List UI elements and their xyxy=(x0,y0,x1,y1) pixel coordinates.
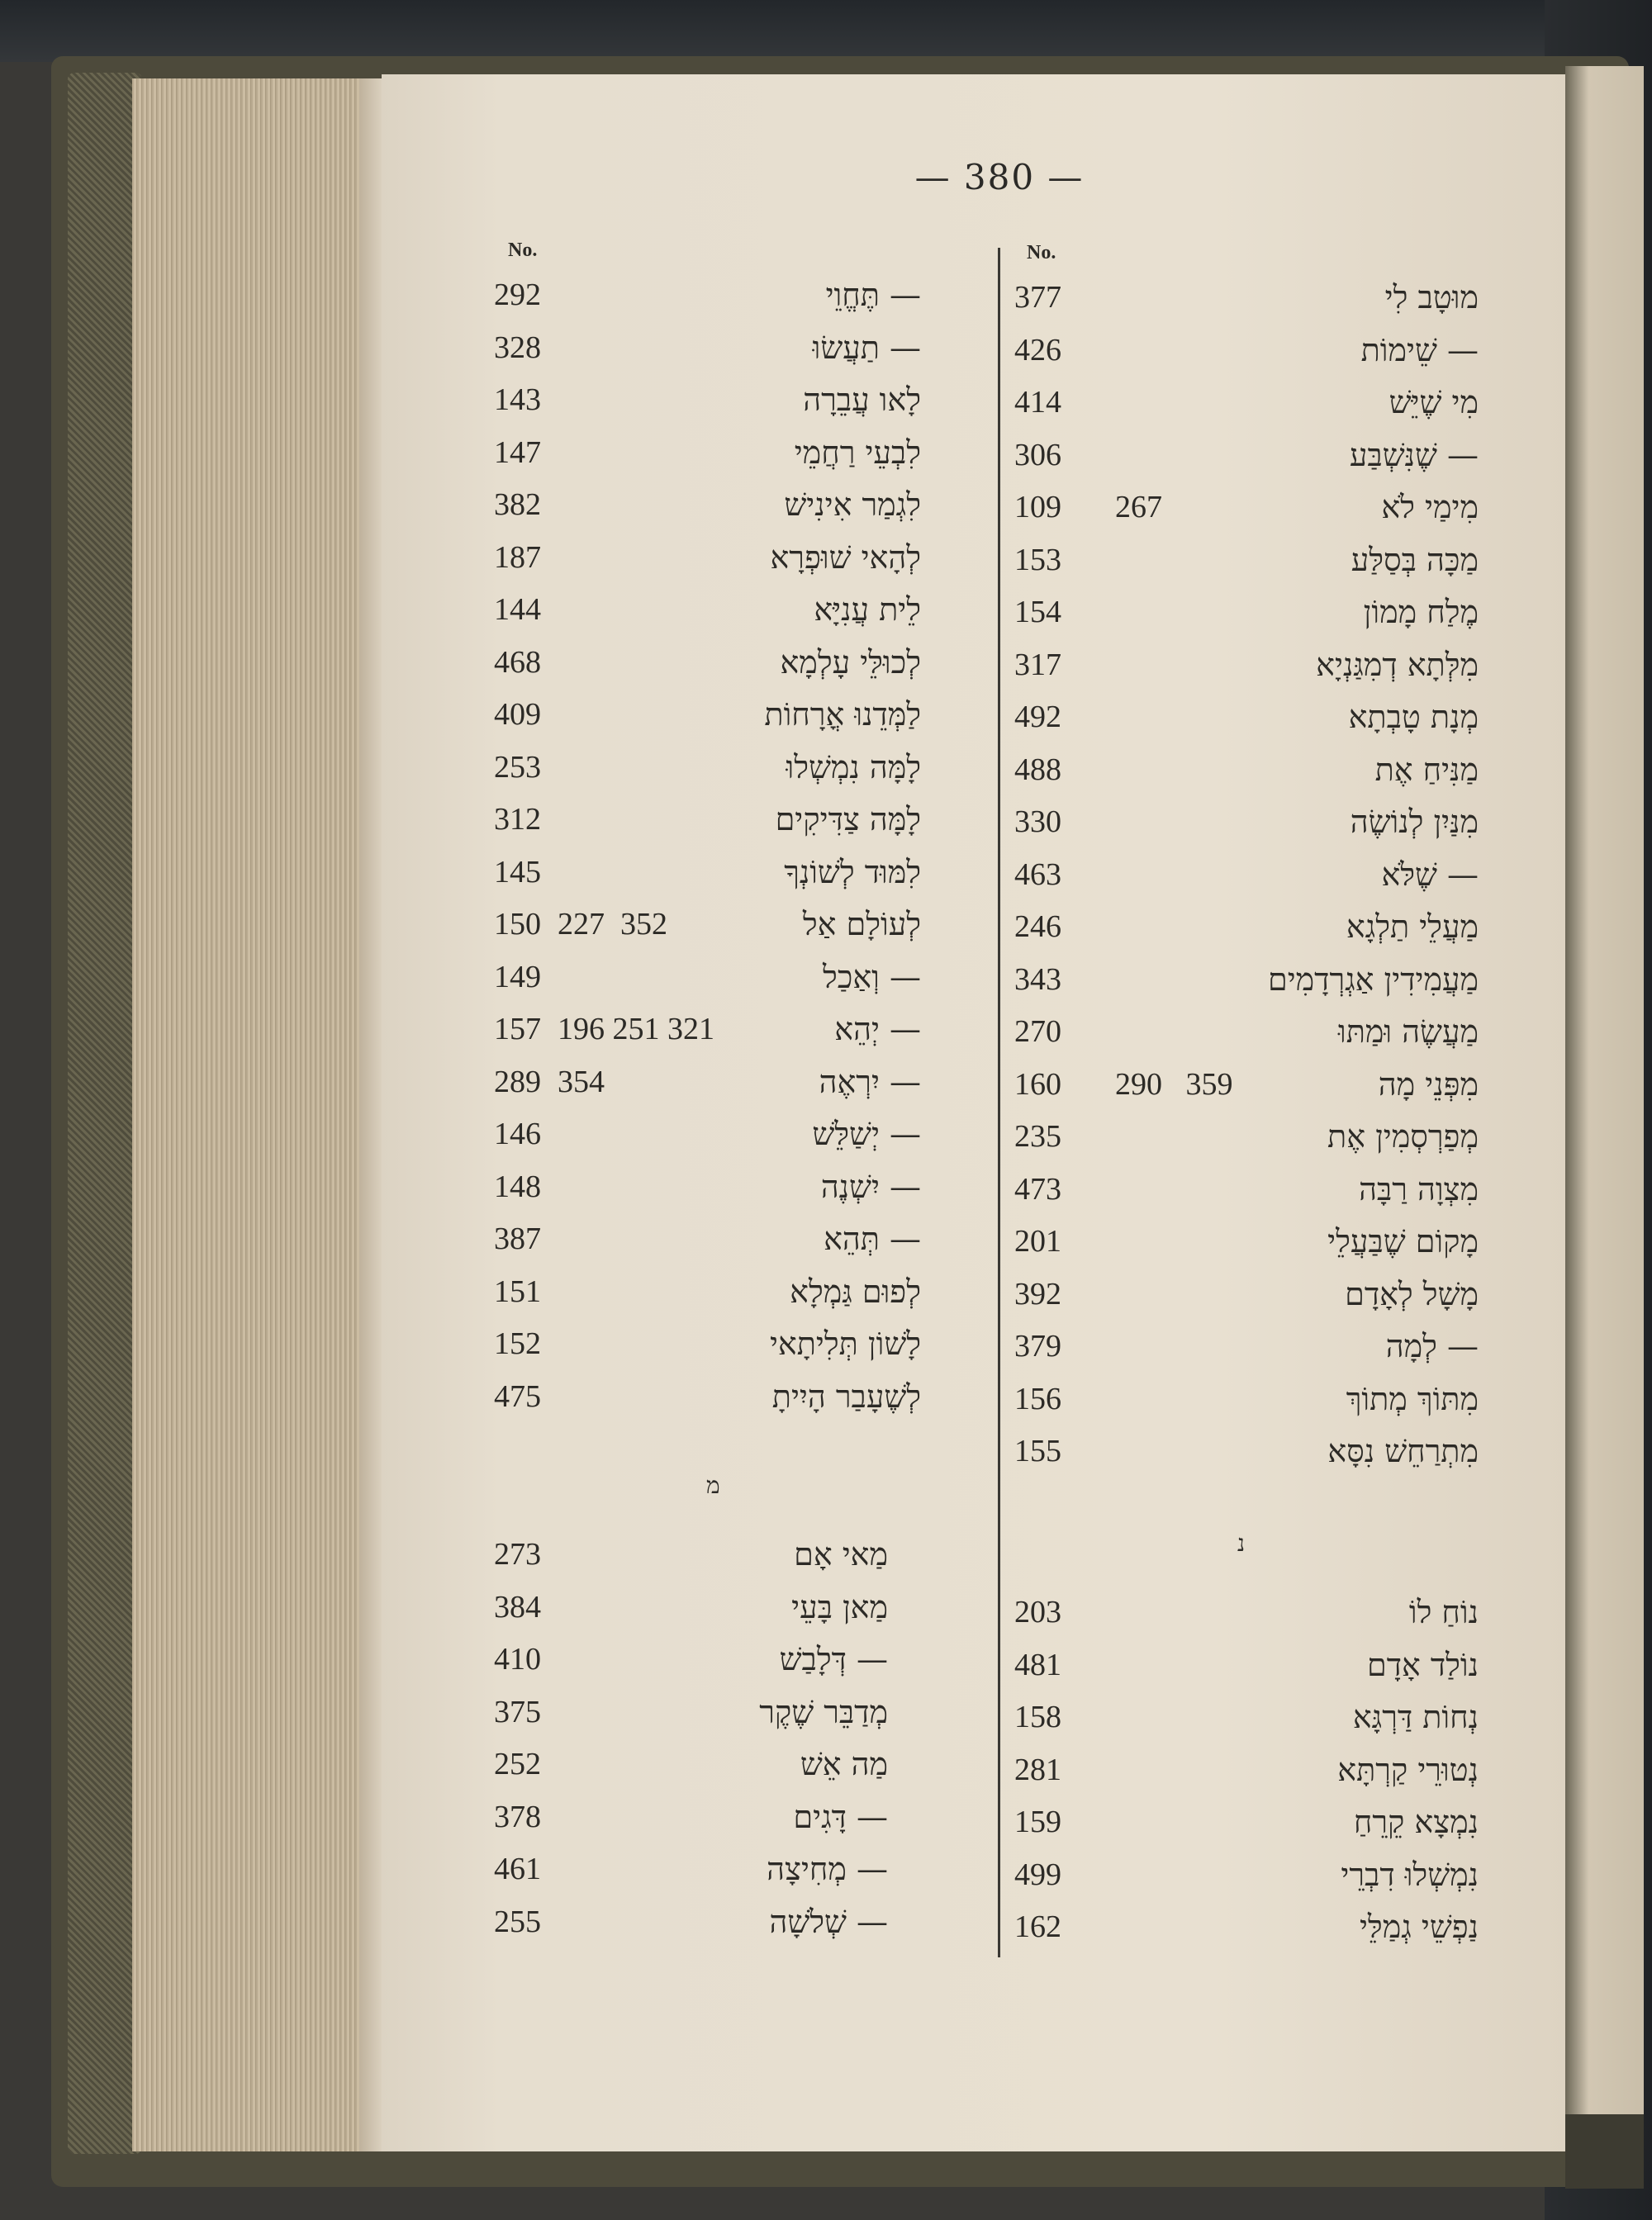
entry-hebrew-text: נְחוֹת דַּרְגָּא xyxy=(1352,1699,1479,1735)
index-entry xyxy=(0,1217,1652,1266)
entry-hebrew-text: מִפְּנֵי מָה xyxy=(1378,1065,1479,1103)
index-entry xyxy=(0,850,1652,899)
index-entry xyxy=(0,902,1652,951)
entry-number: 147 xyxy=(494,434,541,470)
entry-hebrew-text: מִתְרַחֵשׁ נִסָּא xyxy=(1327,1433,1479,1469)
entry-hebrew-text: — תֶּחֱוֵי xyxy=(825,277,921,313)
index-entry xyxy=(0,797,1652,847)
entry-extra-numbers: 227 352 xyxy=(558,907,667,942)
entry-number: 410 xyxy=(494,1642,541,1677)
entry-number: 328 xyxy=(494,330,541,365)
entry-hebrew-text: — וְאַכַל xyxy=(823,958,921,995)
entry-extra-numbers: 290 359 xyxy=(1115,1066,1233,1102)
entry-number: 343 xyxy=(1014,961,1061,997)
index-entry xyxy=(0,1587,1652,1637)
entry-number: 253 xyxy=(494,749,541,785)
entry-hebrew-text: — יְהֵא xyxy=(834,1011,921,1047)
entry-hebrew-text: — שֶׁנִּשְׁבַּע xyxy=(1349,436,1479,473)
entry-hebrew-text: לְהָאי שׁוּפְרָא xyxy=(770,538,921,576)
entry-hebrew-text: לִבְעֵי רַחֲמֵי xyxy=(794,434,921,471)
entry-hebrew-text: לְפוּם גַּמְלָא xyxy=(790,1273,921,1310)
entry-hebrew-text: מִנַּיִן לְנוֹשֶׂה xyxy=(1350,804,1479,840)
entry-hebrew-text: מִצְוָה רַבָּה xyxy=(1359,1170,1479,1207)
index-entry xyxy=(0,1902,1652,1952)
index-entry xyxy=(0,430,1652,480)
entry-hebrew-text: נִמְצָא קֵרֵחַ xyxy=(1353,1804,1479,1840)
entry-hebrew-text: נְטוּרֵי קַרְתָּא xyxy=(1337,1751,1479,1788)
entry-hebrew-text: מִי שֶׁיֵּשׁ xyxy=(1389,384,1479,420)
entry-hebrew-text: לָמָּה נִמְשְׁלוּ xyxy=(786,748,921,785)
entry-hebrew-text: נִמְשְׁלוּ דִבְרֵי xyxy=(1341,1856,1479,1893)
entry-number: 379 xyxy=(1014,1329,1061,1364)
entry-hebrew-text: לָשׁוֹן תְּלִיתָאי xyxy=(769,1326,921,1362)
index-entry xyxy=(0,1374,1652,1424)
entry-number: 155 xyxy=(1014,1434,1061,1468)
entry-number: 273 xyxy=(494,1537,541,1572)
entry-number: 468 xyxy=(494,644,541,680)
entry-number: 382 xyxy=(494,487,541,522)
entry-number: 160 xyxy=(1014,1066,1061,1102)
entry-number: 162 xyxy=(1014,1909,1061,1944)
entry-hebrew-text: נוֹלַד אָדָם xyxy=(1366,1646,1479,1683)
entry-hebrew-text: מֶלַח מָמוֹן xyxy=(1363,594,1479,630)
entry-number: 392 xyxy=(1014,1276,1061,1312)
entry-number: 377 xyxy=(1014,280,1061,315)
entry-hebrew-text: — יִשְׁנֶה xyxy=(820,1168,921,1205)
entry-number: 252 xyxy=(494,1747,541,1781)
index-entry xyxy=(0,955,1652,1004)
entry-number: 156 xyxy=(1014,1381,1061,1416)
entry-hebrew-text: — מְחִיצָה xyxy=(767,1851,888,1887)
entry-hebrew-text: נַפְשֵׁי גְמַלֵּי xyxy=(1359,1909,1479,1945)
entry-hebrew-text: מַכָּה בְּסַלַּע xyxy=(1351,541,1479,578)
index-entry xyxy=(0,587,1652,637)
entry-hebrew-text: — יְשַׁלֵּשׁ xyxy=(812,1116,921,1152)
entry-number: 157 xyxy=(494,1012,541,1046)
entry-number: 384 xyxy=(494,1589,541,1625)
entry-hebrew-text: מַנִּיחַ אֶת xyxy=(1374,751,1479,788)
entry-number: 144 xyxy=(494,592,541,627)
entry-number: 146 xyxy=(494,1117,541,1151)
entry-number: 317 xyxy=(1014,647,1061,682)
entry-number: 414 xyxy=(1014,385,1061,420)
entry-number: 461 xyxy=(494,1852,541,1886)
entry-number: 378 xyxy=(494,1799,541,1834)
entry-number: 292 xyxy=(494,278,541,312)
entry-number: 201 xyxy=(1014,1224,1061,1259)
entry-hebrew-text: לְשֶׁעָבַר הָיִיתָ xyxy=(771,1378,921,1415)
entry-number: 281 xyxy=(1014,1752,1061,1787)
entry-number: 150 xyxy=(494,907,541,942)
entry-number: 151 xyxy=(494,1274,541,1309)
entry-hebrew-text: מְדַבֵּר שֶׁקֶר xyxy=(759,1693,888,1730)
entry-number: 145 xyxy=(494,854,541,889)
entry-number: 387 xyxy=(494,1221,541,1256)
entry-number: 375 xyxy=(494,1694,541,1729)
entry-number: 492 xyxy=(1014,700,1061,734)
entry-hebrew-text: מִלְּתָא דְמִגַּנְיָא xyxy=(1316,646,1479,683)
entry-hebrew-text: — שֵׁימוֹת xyxy=(1360,331,1479,368)
cover-corner xyxy=(1565,2114,1644,2189)
index-entry xyxy=(0,640,1652,690)
index-entry xyxy=(0,1269,1652,1319)
entry-number: 203 xyxy=(1014,1595,1061,1629)
entry-hebrew-text: — לְמָה xyxy=(1385,1328,1479,1364)
index-entry xyxy=(0,1640,1652,1690)
entry-number: 255 xyxy=(494,1904,541,1939)
index-entry xyxy=(0,273,1652,322)
entry-number: 154 xyxy=(1014,595,1061,629)
entry-hebrew-text: נוֹחַ לוֹ xyxy=(1408,1594,1479,1630)
entry-hebrew-text: — תְּהֵא xyxy=(824,1221,921,1257)
entry-number: 499 xyxy=(1014,1857,1061,1892)
entry-number: 148 xyxy=(494,1169,541,1204)
index-entry xyxy=(0,1060,1652,1109)
entry-hebrew-text: לִגְמַר אִינִישׁ xyxy=(784,486,921,523)
entry-number: 289 xyxy=(494,1064,541,1099)
entry-extra-numbers: 354 xyxy=(558,1064,605,1099)
entry-number: 475 xyxy=(494,1378,541,1414)
index-entry xyxy=(0,1692,1652,1742)
index-entry xyxy=(0,1850,1652,1900)
left-column-header: No. xyxy=(508,240,538,261)
entry-hebrew-text: לָאו עֲבֵרָה xyxy=(803,382,921,418)
entry-hebrew-text: — יִרְאֶה xyxy=(819,1063,921,1100)
entry-hebrew-text: לָמָּה צַדִּיקִים xyxy=(775,801,921,837)
entry-number: 152 xyxy=(494,1326,541,1361)
entry-hebrew-text: לְכוּלֵּי עָלְמָא xyxy=(780,643,921,681)
entry-hebrew-text: מַעֲמִידִין אַגְרְדָמִים xyxy=(1267,961,1479,998)
index-entry xyxy=(0,482,1652,532)
entry-hebrew-text: — תַעֲשׂוּ xyxy=(812,329,921,366)
index-entry xyxy=(0,1007,1652,1056)
entry-hebrew-text: מְפַרְסְמִין אֶת xyxy=(1327,1118,1479,1155)
index-entry xyxy=(0,1797,1652,1847)
section-letter-mem: מ xyxy=(706,1472,720,1499)
entry-number: 158 xyxy=(1014,1700,1061,1734)
background-board xyxy=(0,0,1652,62)
entry-hebrew-text: — דְּלָבַשׁ xyxy=(779,1641,888,1677)
entry-hebrew-text: מָשָׁל לְאָדָם xyxy=(1345,1275,1479,1312)
entry-number: 187 xyxy=(494,539,541,575)
right-column-header: No. xyxy=(1027,242,1056,263)
entry-number: 473 xyxy=(1014,1171,1061,1207)
entry-number: 312 xyxy=(494,802,541,837)
entry-hebrew-text: — דָּגִים xyxy=(793,1798,888,1835)
entry-number: 149 xyxy=(494,959,541,994)
entry-number: 330 xyxy=(1014,804,1061,839)
entry-hebrew-text: לִמּוּד לְשׁוֹנְךָ xyxy=(784,853,921,890)
entry-extra-numbers: 196 251 321 xyxy=(558,1012,714,1046)
entry-number: 270 xyxy=(1014,1014,1061,1049)
index-entry xyxy=(0,1321,1652,1371)
entry-hebrew-text: מוּטָב לִי xyxy=(1384,279,1479,315)
entry-hebrew-text: מִימַי לֹא xyxy=(1381,489,1479,525)
index-entry xyxy=(0,377,1652,427)
index-entry xyxy=(0,1530,1652,1579)
entry-number: 488 xyxy=(1014,752,1061,787)
index-entry xyxy=(0,1426,1652,1476)
entry-hebrew-text: מַאן בָּעֵי xyxy=(791,1588,888,1625)
entry-number: 153 xyxy=(1014,542,1061,577)
index-entry xyxy=(0,1112,1652,1161)
entry-number: 143 xyxy=(494,382,541,417)
entry-number: 235 xyxy=(1014,1119,1061,1154)
entry-number: 409 xyxy=(494,697,541,732)
entry-hebrew-text: מָקוֹם שֶׁבַּעֲלֵי xyxy=(1327,1223,1479,1259)
entry-hebrew-text: לֵית עֲנִיָּא xyxy=(814,591,921,628)
entry-hebrew-text: — שֶׁלֹּא xyxy=(1381,856,1479,893)
entry-hebrew-text: מַעֲלֵי תַלְגָא xyxy=(1346,908,1479,945)
entry-hebrew-text: מִתּוֹךְ מְתוֹךְ xyxy=(1346,1380,1479,1417)
entry-hebrew-text: מַה אֵשׁ xyxy=(800,1746,888,1782)
page-number: — 380 — xyxy=(914,157,1085,197)
entry-hebrew-text: לַמְּדֵנוּ אֳרָחוֹת xyxy=(764,696,921,733)
entry-number: 481 xyxy=(1014,1647,1061,1682)
entry-number: 463 xyxy=(1014,856,1061,892)
section-letter-nun: נ xyxy=(1237,1530,1246,1557)
index-entry xyxy=(0,325,1652,375)
entry-number: 426 xyxy=(1014,332,1061,368)
entry-hebrew-text: מְנָת טָבְתָא xyxy=(1348,699,1479,735)
entry-number: 109 xyxy=(1014,490,1061,524)
entry-hebrew-text: — שְׁלֹשָׁה xyxy=(769,1903,888,1940)
entry-number: 306 xyxy=(1014,437,1061,472)
entry-number: 246 xyxy=(1014,909,1061,944)
index-entry xyxy=(0,692,1652,742)
entry-hebrew-text: מַעֲשֶׂה וּמַתּוּ xyxy=(1337,1013,1479,1050)
index-entry xyxy=(0,1745,1652,1795)
index-entry xyxy=(0,1165,1652,1214)
entry-number: 159 xyxy=(1014,1805,1061,1839)
index-entry xyxy=(0,745,1652,795)
entry-extra-numbers: 267 xyxy=(1115,490,1162,524)
entry-hebrew-text: מַאי אָם xyxy=(794,1536,888,1572)
entry-hebrew-text: לְעוֹלָם אַל xyxy=(802,906,921,942)
index-entry xyxy=(0,535,1652,585)
